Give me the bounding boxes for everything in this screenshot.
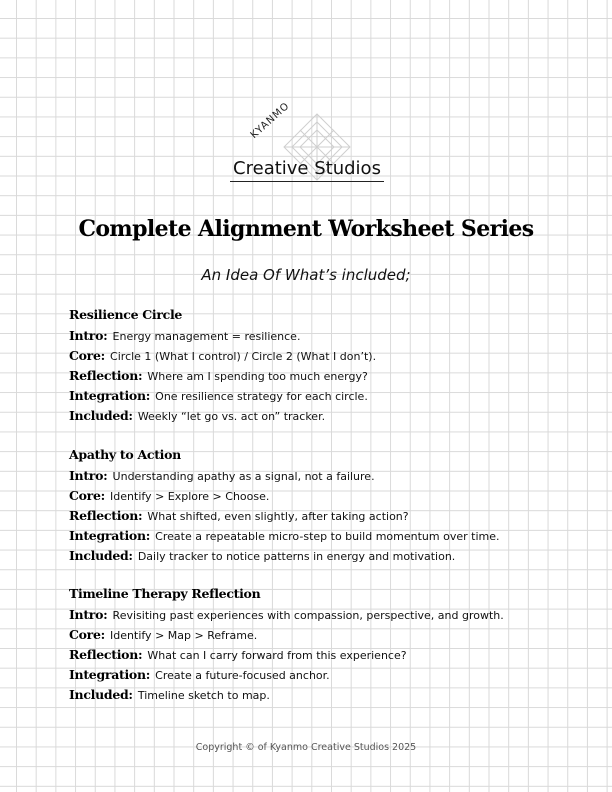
row-text: One resilience strategy for each circle.: [155, 389, 368, 403]
row-label: Included:: [69, 686, 133, 702]
row-text: Circle 1 (What I control) / Circle 2 (What I don’t).: [110, 349, 377, 363]
page-title: Complete Alignment Worksheet Series: [78, 216, 534, 242]
row-text: Energy management = resilience.: [112, 330, 301, 343]
core-row: [69, 345, 589, 365]
row-text: Understanding apathy as a signal, not a failure.: [112, 470, 375, 483]
row-label: Integration:: [69, 527, 151, 543]
row-label: Intro:: [69, 607, 108, 622]
integration-row: [69, 525, 589, 545]
row-text: Timeline sketch to map.: [137, 688, 270, 702]
integration-row: [69, 385, 589, 405]
row-label: Intro:: [69, 328, 108, 343]
copyright-footer: Copyright © of Kyanmo Creative Studios 2025: [195, 742, 417, 753]
intro-row: [69, 325, 589, 345]
logo-kyanmo-text: KYANMO: [248, 100, 292, 141]
row-text: Identify > Map > Reframe.: [110, 628, 258, 642]
reflection-row: [69, 644, 589, 664]
row-text: Revisiting past experiences with compassion, perspective, and growth.: [112, 609, 504, 622]
integration-row: [69, 664, 589, 684]
section-heading: Apathy to Action: [69, 447, 181, 462]
kyanmo-logo: [222, 100, 392, 196]
included-row: [69, 545, 589, 565]
section-heading: Resilience Circle: [69, 307, 183, 322]
section-timeline-therapy-reflection: [69, 584, 589, 703]
row-text: Daily tracker to notice patterns in energy and motivation.: [137, 549, 456, 563]
row-label: Core:: [69, 487, 105, 503]
row-label: Core:: [69, 626, 105, 642]
row-label: Reflection:: [69, 507, 143, 523]
reflection-row: [69, 365, 589, 385]
page-subtitle: An Idea Of What’s included;: [201, 266, 411, 284]
section-apathy-to-action: [69, 445, 589, 564]
row-text: Identify > Explore > Choose.: [110, 489, 270, 503]
logo-main-text: Creative Studios: [233, 158, 381, 179]
section-resilience-circle: [69, 305, 589, 424]
row-text: What can I carry forward from this experience?: [147, 648, 407, 662]
row-text: What shifted, even slightly, after taking action?: [147, 509, 409, 523]
logo-underline: [230, 181, 384, 182]
row-label: Intro:: [69, 468, 108, 483]
row-text: Where am I spending too much energy?: [147, 369, 368, 383]
row-text: Create a repeatable micro-step to build momentum over time.: [155, 529, 500, 543]
row-label: Core:: [69, 347, 105, 363]
row-text: Create a future-focused anchor.: [155, 668, 330, 682]
section-heading: Timeline Therapy Reflection: [69, 586, 261, 601]
intro-row: [69, 604, 589, 624]
row-text: Weekly “let go vs. act on” tracker.: [137, 409, 326, 423]
diamond-logo-icon: [222, 108, 392, 196]
row-label: Integration:: [69, 387, 151, 403]
row-label: Included:: [69, 407, 133, 423]
row-label: Reflection:: [69, 646, 143, 662]
core-row: [69, 485, 589, 505]
included-row: [69, 405, 589, 425]
row-label: Included:: [69, 547, 133, 563]
intro-row: [69, 465, 589, 485]
reflection-row: [69, 505, 589, 525]
included-row: [69, 684, 589, 704]
core-row: [69, 624, 589, 644]
row-label: Integration:: [69, 666, 151, 682]
row-label: Reflection:: [69, 367, 143, 383]
